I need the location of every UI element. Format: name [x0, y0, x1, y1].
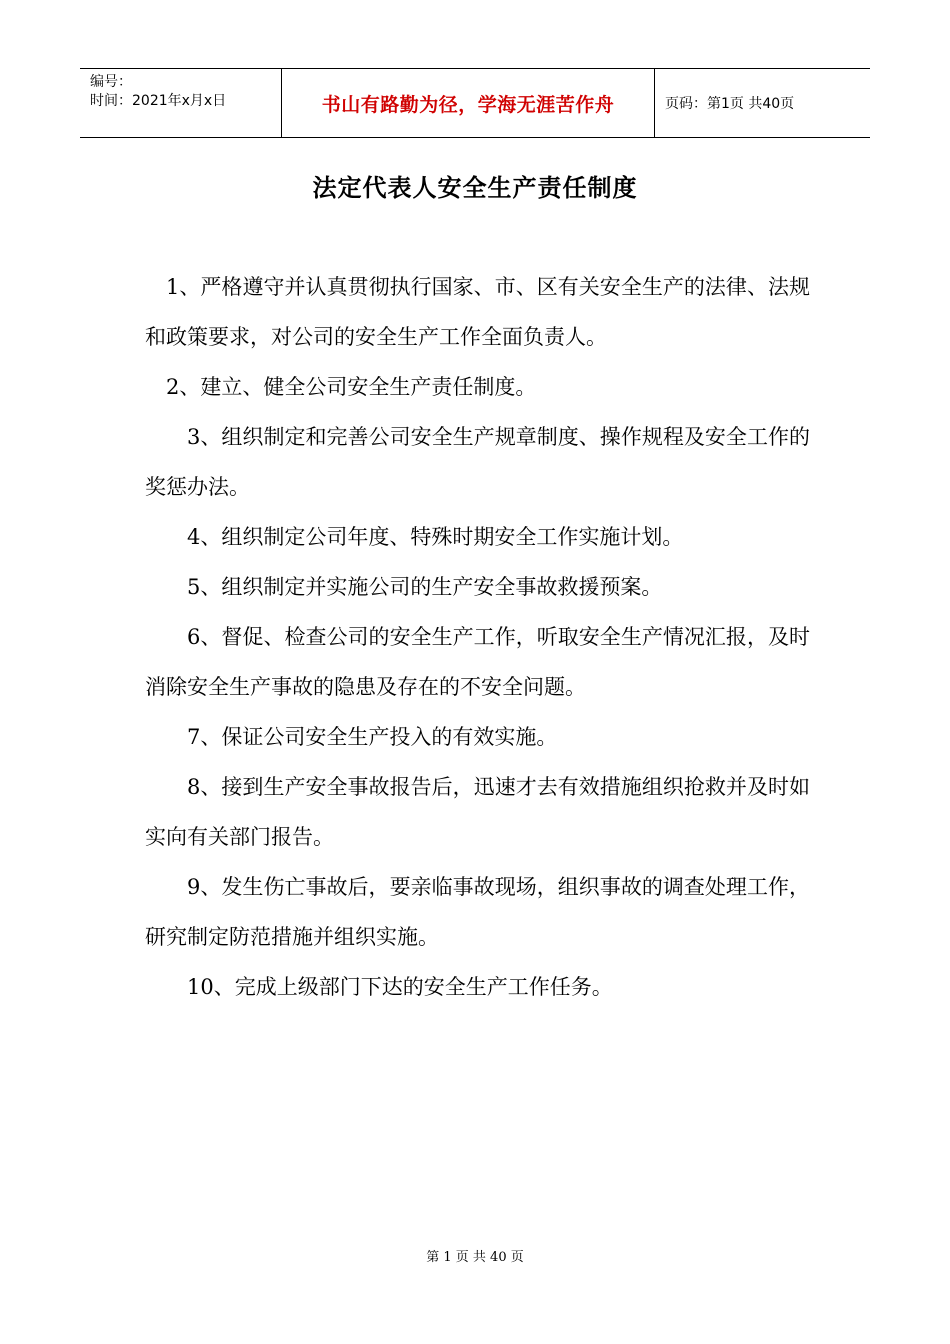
document-title: 法定代表人安全生产责任制度 — [312, 173, 638, 202]
paragraph-4: 4、组织制定公司年度、特殊时期安全工作实施计划。 — [187, 525, 684, 549]
paragraph-5: 5、组织制定并实施公司的生产安全事故救援预案。 — [187, 575, 663, 599]
header-left-cell — [80, 69, 281, 137]
page-footer: 第 1 页 共 40 页 — [426, 1250, 524, 1265]
paragraph-3: 3、组织制定和完善公司安全生产规章制度、操作规程及安全工作的奖惩办法。 — [145, 425, 810, 499]
paragraph-2: 2、建立、健全公司安全生产责任制度。 — [166, 375, 537, 399]
paragraph-9: 9、发生伤亡事故后，要亲临事故现场，组织事故的调查处理工作，研究制定防范措施并组织实施。 — [145, 875, 810, 949]
document-body — [145, 262, 810, 1012]
page-info-text: 页码：第1页 共40页 — [665, 96, 795, 112]
paragraph-7: 7、保证公司安全生产投入的有效实施。 — [187, 725, 558, 749]
time-label: 时间：2021年x月x日 — [90, 93, 227, 109]
number-label: 编号： — [90, 74, 132, 90]
motto-text: 书山有路勤为径，学海无涯苦作舟 — [321, 93, 615, 116]
header-page-info-cell — [655, 69, 870, 137]
paragraph-1: 1、严格遵守并认真贯彻执行国家、市、区有关安全生产的法律、法规和政策要求，对公司的安全生产工作全面负责人。 — [145, 275, 810, 349]
header-motto-cell — [281, 69, 655, 137]
paragraph-6: 6、督促、检查公司的安全生产工作，听取安全生产情况汇报，及时消除安全生产事故的隐患及存在的不安全问题。 — [145, 625, 810, 699]
paragraph-8: 8、接到生产安全事故报告后，迅速才去有效措施组织抢救并及时如实向有关部门报告。 — [145, 775, 810, 849]
paragraph-10: 10、完成上级部门下达的安全生产工作任务。 — [187, 975, 613, 999]
header-table — [80, 68, 870, 138]
